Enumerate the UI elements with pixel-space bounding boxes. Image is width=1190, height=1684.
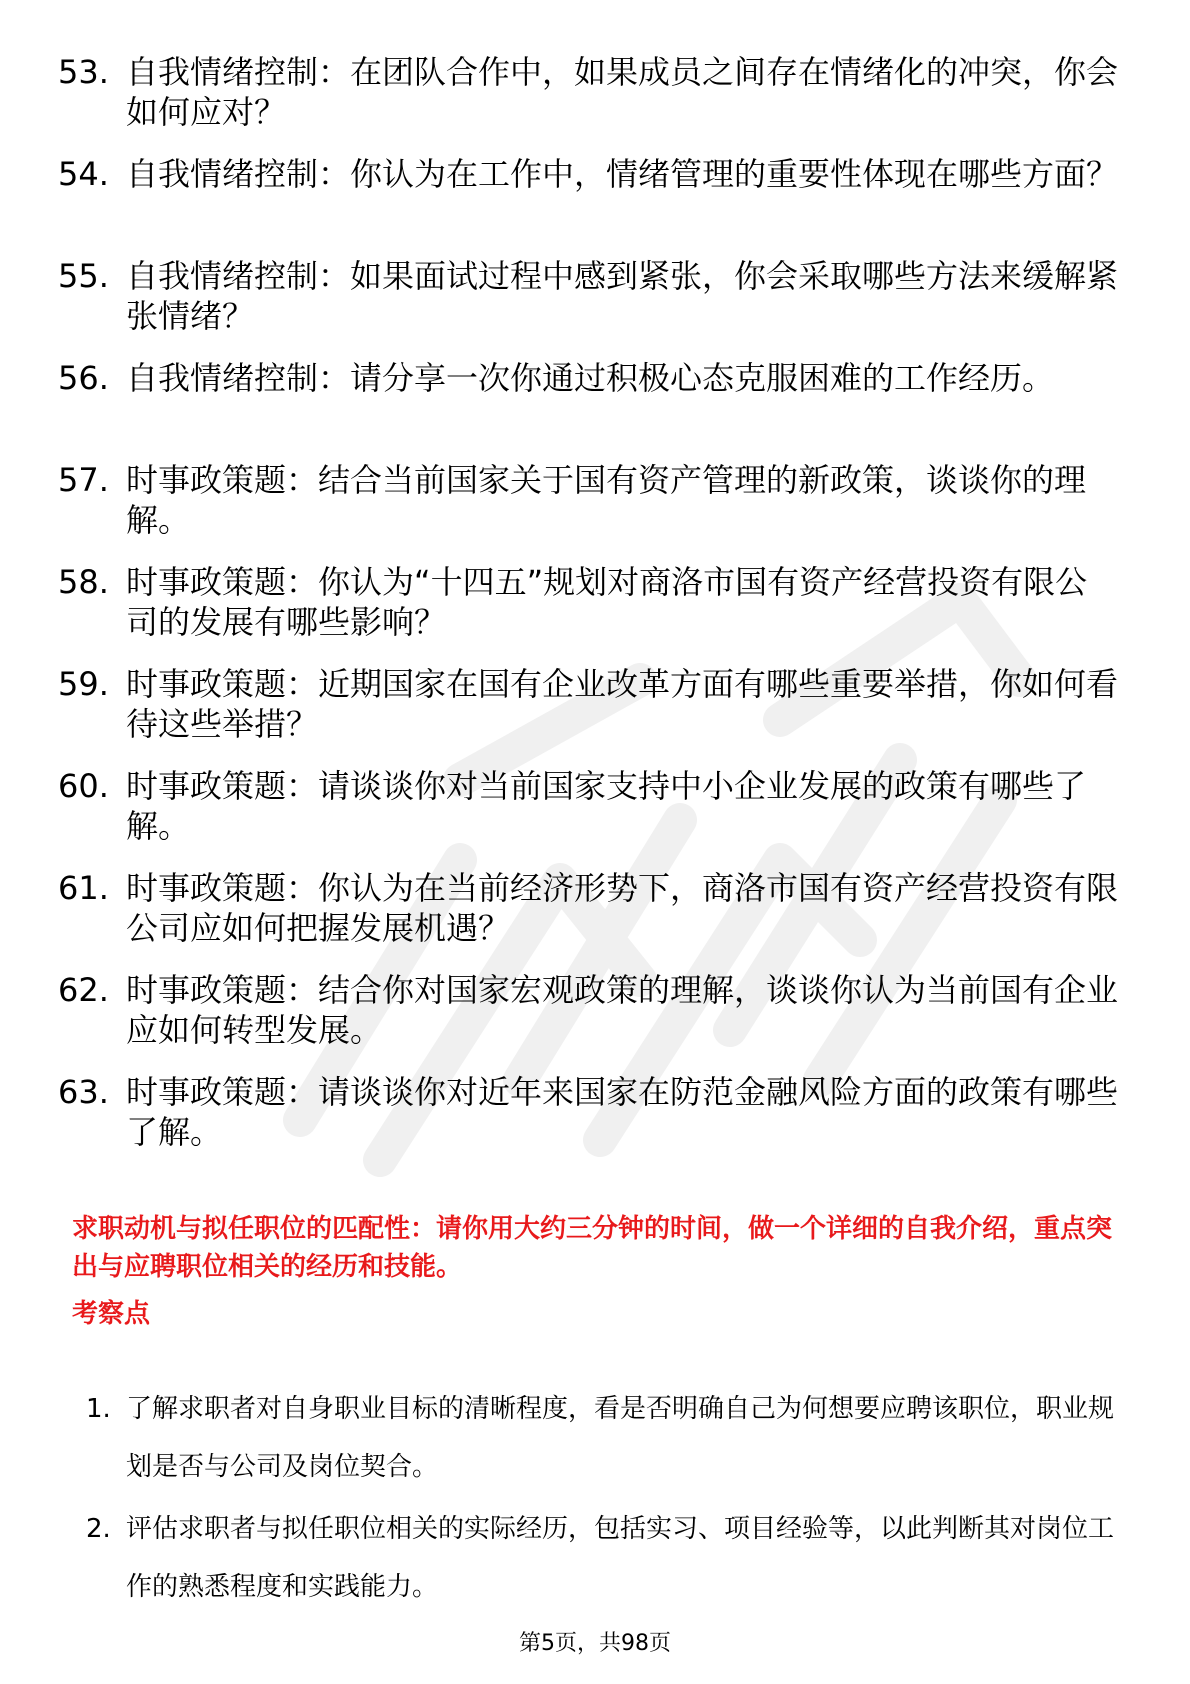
point-number: 2. [86, 1514, 111, 1544]
question-number: 56. [58, 359, 109, 397]
question-number: 61. [58, 869, 109, 907]
point-text: 评估求职者与拟任职位相关的实际经历，包括实习、项目经验等，以此判断其对岗位工作的熟悉程度和实践能力。 [126, 1514, 1115, 1602]
question-item [58, 154, 1118, 234]
question-item [58, 1072, 1118, 1152]
assessment-points-list [86, 1380, 1116, 1620]
question-number: 59. [58, 665, 109, 703]
question-item [58, 358, 1118, 438]
question-text: 自我情绪控制：你认为在工作中，情绪管理的重要性体现在哪些方面？ [126, 155, 1119, 193]
question-number: 55. [58, 257, 109, 295]
question-item [58, 52, 1118, 132]
question-number: 57. [58, 461, 109, 499]
question-number: 54. [58, 155, 109, 193]
assessment-point [86, 1500, 1116, 1616]
question-text: 自我情绪控制：如果面试过程中感到紧张，你会采取哪些方法来缓解紧张情绪？ [126, 257, 1119, 335]
point-text: 了解求职者对自身职业目标的清晰程度，看是否明确自己为何想要应聘该职位，职业规划是否与公司及岗位契合。 [126, 1394, 1115, 1482]
question-item [58, 460, 1118, 540]
question-item [58, 766, 1118, 846]
assessment-points-heading: 考察点 [72, 1299, 151, 1329]
question-text: 自我情绪控制：请分享一次你通过积极心态克服困难的工作经历。 [126, 359, 1055, 397]
assessment-point [86, 1380, 1116, 1496]
question-text: 时事政策题：你认为“十四五”规划对商洛市国有资产经营投资有限公司的发展有哪些影响？ [126, 563, 1088, 641]
question-item [58, 664, 1118, 744]
question-item [58, 970, 1118, 1050]
point-number: 1. [86, 1394, 111, 1424]
question-text: 时事政策题：结合你对国家宏观政策的理解，谈谈你认为当前国有企业应如何转型发展。 [126, 971, 1119, 1049]
question-text: 时事政策题：结合当前国家关于国有资产管理的新政策，谈谈你的理解。 [126, 461, 1087, 539]
question-text: 时事政策题：近期国家在国有企业改革方面有哪些重要举措，你如何看待这些举措？ [126, 665, 1119, 743]
question-number: 58. [58, 563, 109, 601]
section-title: 求职动机与拟任职位的匹配性：请你用大约三分钟的时间，做一个详细的自我介绍，重点突出与应聘职位相关的经历和技能。 [72, 1214, 1113, 1282]
question-list [58, 52, 1118, 1174]
question-text: 时事政策题：请谈谈你对近年来国家在防范金融风险方面的政策有哪些了解。 [126, 1073, 1119, 1151]
question-number: 62. [58, 971, 109, 1009]
question-item [58, 868, 1118, 948]
question-number: 53. [58, 53, 109, 91]
question-text: 时事政策题：你认为在当前经济形势下，商洛市国有资产经营投资有限公司应如何把握发展机遇？ [126, 869, 1119, 947]
page-footer: 第5页，共98页 [519, 1631, 671, 1656]
question-item [58, 562, 1118, 642]
question-item [58, 256, 1118, 336]
question-text: 自我情绪控制：在团队合作中，如果成员之间存在情绪化的冲突，你会如何应对？ [126, 53, 1119, 131]
question-text: 时事政策题：请谈谈你对当前国家支持中小企业发展的政策有哪些了解。 [126, 767, 1087, 845]
question-number: 63. [58, 1073, 109, 1111]
question-number: 60. [58, 767, 109, 805]
